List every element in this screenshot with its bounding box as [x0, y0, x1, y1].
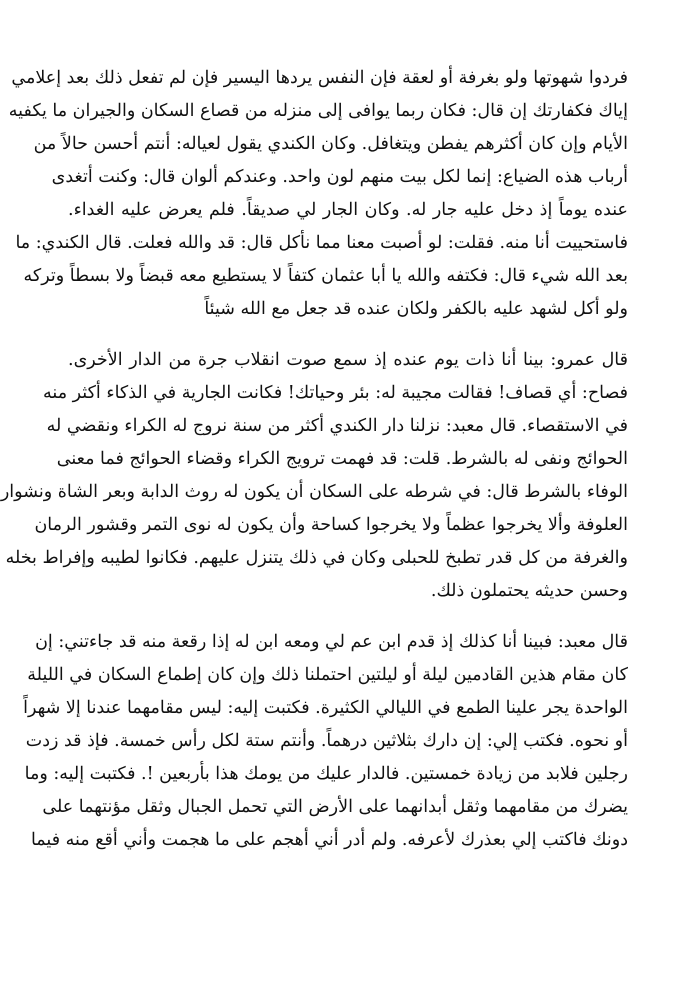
paragraph-gap: [68, 608, 628, 626]
text-line: إياك فكفارتك إن قال: فكان ربما يوافى إلى منزله من قصاع السكان والجيران ما يكفيه: [8, 101, 628, 121]
text-line: الأيام وإن كان أكثرهم يفطن ويتغافل. وكان الكندي يقول لعياله: أنتم أحسن حالاً من: [33, 134, 628, 154]
text-line: الوفاء بالشرط قال: في شرطه على السكان أن يكون له روث الدابة وبعر الشاة ونشوار: [0, 482, 628, 502]
text-line: يضرك من مقامهما وثقل أبدانهما على الأرض التي تحمل الجبال وثقل مؤنتهما على: [42, 797, 628, 817]
text-line: فصاح: أي قصاف! فقالت مجيبة له: بئر وحياتك! فكانت الجارية في الذكاء أكثر منه: [43, 383, 628, 403]
text-line: فاستحييت أنا منه. فقلت: لو أصبت معنا مما نأكل قال: قد والله فعلت. قال الكندي: ما: [15, 233, 628, 253]
text-line: بعد الله شيء قال: فكتفه والله يا أبا عثمان كتفاً لا يستطيع معه قبضاً ولا بسطاً وتركه: [23, 266, 628, 286]
text-line: رجلين فلابد من زيادة خمستين. فالدار عليك من يومك هذا بأربعين !. فكتبت إليه: وما: [24, 764, 628, 784]
text-line: عنده يوماً إذ دخل عليه جار له. وكان الجار لي صديقاً. فلم يعرض عليه الغداء.: [68, 200, 628, 220]
paragraph-1: [8, 62, 628, 326]
text-line: كان مقام هذين القادمين ليلة أو ليلتين احتملنا ذلك وإن كان إطماع السكان في الليلة: [27, 665, 628, 685]
text-line: فردوا شهوتها ولو بغرفة أو لعقة فإن النفس يردها اليسير فإن لم تفعل ذلك بعد إعلامي: [11, 68, 628, 88]
text-line: دونك فاكتب إلي بعذرك لأعرفه. ولم أدر أني أهجم على ما هجمت وأني أقع منه فيما: [30, 830, 628, 850]
text-line: وحسن حديثه يحتملون ذلك.: [430, 581, 628, 601]
paragraph-2: [0, 344, 628, 608]
text-line: في الاستقصاء. قال معبد: نزلنا دار الكندي أكثر من سنة نروج له الكراء ونقضي له: [46, 416, 628, 436]
text-line: أرباب هذه الضياع: إنما لكل بيت منهم لون واحد. وعندكم ألوان قال: وكنت أتغدى: [51, 167, 628, 187]
text-line: ولو أكل لشهد عليه بالكفر ولكان عنده قد جعل مع الله شيئاً: [204, 299, 628, 319]
text-line: أو نحوه. فكتب إلي: إن دارك بثلاثين درهماً. وأنتم ستة لكل رأس خمسة. فإذ قد زدت: [25, 731, 628, 751]
text-line: قال عمرو: بينا أنا ذات يوم عنده إذ سمع صوت انقلاب جرة من الدار الأخرى.: [68, 350, 628, 370]
text-line: الحوائج ونفى له بالشرط. قلت: قد فهمت ترويج الكراء وقضاء الحوائج فما معنى: [56, 449, 628, 469]
text-line: والغرفة من كل قدر تطبخ للحبلى وكان في ذلك يتنزل عليهم. فكانوا لطيبه وإفراط بخله: [5, 548, 628, 568]
text-line: الواحدة يجر علينا الطمع في الليالي الكثيرة. فكتبت إليه: ليس مقامهما عندنا إلا شهراً: [23, 698, 628, 718]
paragraph-3: [23, 626, 628, 857]
paragraph-gap: [68, 326, 628, 344]
document-page: [0, 62, 628, 857]
text-line: قال معبد: فبينا أنا كذلك إذ قدم ابن عم لي ومعه ابن له إذا رقعة منه قد جاءتني: إن: [35, 632, 628, 652]
text-line: العلوفة وألا يخرجوا عظماً ولا يخرجوا كساحة وأن يكون له نوى التمر وقشور الرمان: [34, 515, 628, 535]
